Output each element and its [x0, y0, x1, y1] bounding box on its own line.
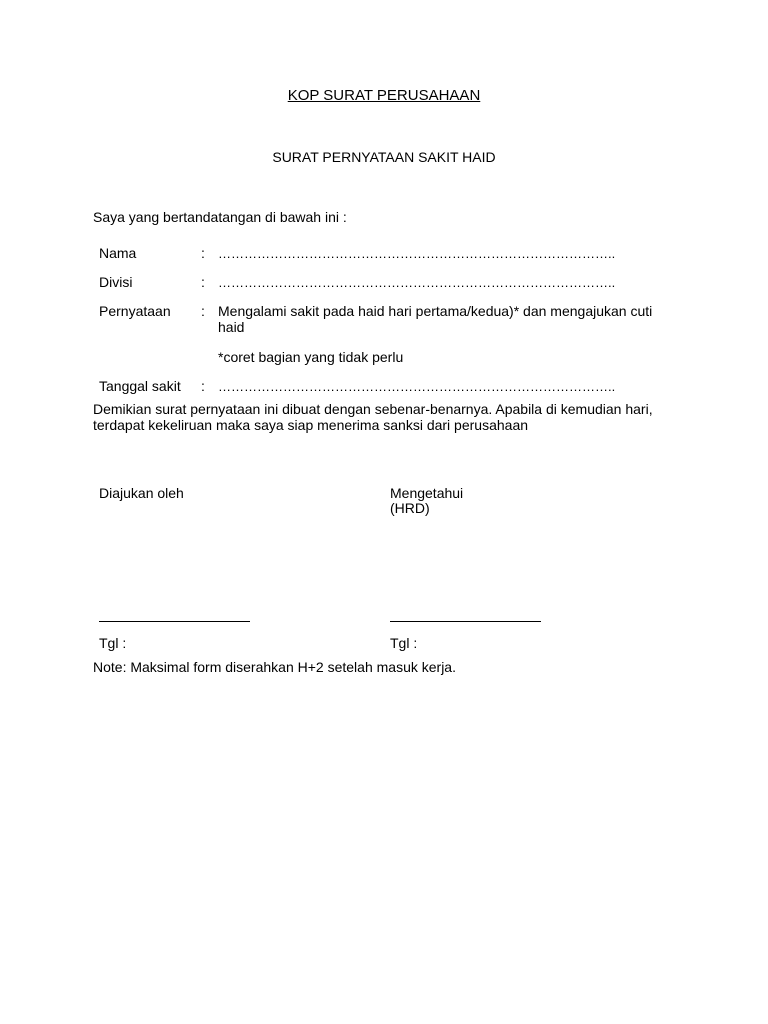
field-divisi-label: Divisi [99, 274, 133, 290]
field-pernyataan-footnote: *coret bagian yang tidak perlu [218, 349, 404, 365]
field-nama-colon: : [201, 245, 205, 261]
intro-text: Saya yang bertandatangan di bawah ini : [93, 209, 347, 225]
field-divisi-value: ……………………………………………………………………………….. [218, 275, 616, 290]
letterhead: KOP SURAT PERUSAHAAN [287, 87, 481, 104]
field-tanggal-sakit-value: ……………………………………………………………………………….. [218, 379, 616, 394]
closing-paragraph: Demikian surat pernyataan ini dibuat dengan sebenar-benarnya. Apabila di kemudian hari, terdapat kekeliruan maka saya siap menerima sanksi dari perusahaan [93, 401, 653, 433]
signature-right-subheading: (HRD) [390, 500, 430, 516]
field-pernyataan-value: Mengalami sakit pada haid hari pertama/kedua)* dan mengajukan cuti haid [218, 303, 653, 335]
signature-left-line [99, 607, 250, 622]
field-tanggal-sakit-colon: : [201, 378, 205, 394]
field-divisi-colon: : [201, 274, 205, 290]
footer-note: Note: Maksimal form diserahkan H+2 setelah masuk kerja. [93, 659, 456, 675]
signature-right-line [390, 607, 541, 622]
signature-right-date-label: Tgl : [390, 635, 418, 651]
signature-left-date-label: Tgl : [99, 635, 127, 651]
signature-right-heading: Mengetahui [390, 485, 464, 501]
field-tanggal-sakit-label: Tanggal sakit [99, 378, 181, 394]
field-nama-label: Nama [99, 245, 137, 261]
document-title: SURAT PERNYATAAN SAKIT HAID [272, 149, 496, 165]
field-nama-value: ……………………………………………………………………………….. [218, 246, 616, 261]
field-pernyataan-label: Pernyataan [99, 303, 171, 319]
field-pernyataan-colon: : [201, 303, 205, 319]
signature-left-heading: Diajukan oleh [99, 485, 184, 501]
